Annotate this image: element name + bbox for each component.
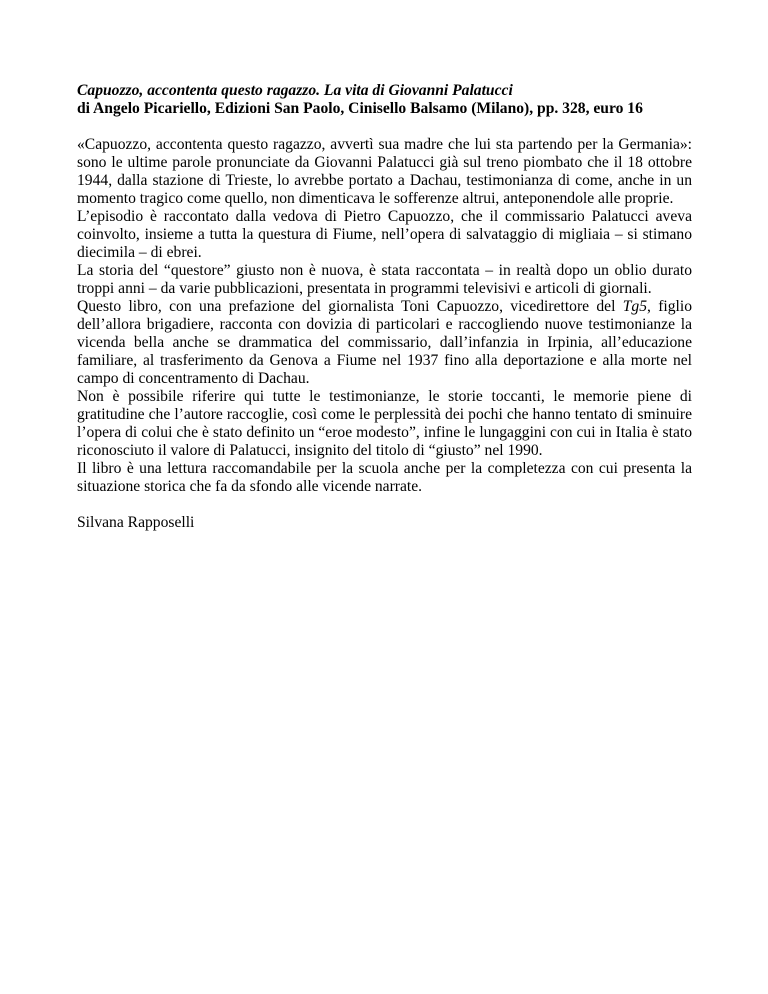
paragraph-6: Il libro è una lettura raccomandabile per la scuola anche per la completezza con cui presenta la situazione storica che fa da sfondo alle vicende narrate. xyxy=(77,460,692,495)
paragraph-3: La storia del “questore” giusto non è nuova, è stata raccontata – in realtà dopo un oblio durato troppi anni – da varie pubblicazioni, presentata in programmi televisivi e articoli di giornali. xyxy=(77,262,692,297)
book-details: di Angelo Picariello, Edizioni San Paolo, Cinisello Balsamo (Milano), pp. 328, euro 16 xyxy=(77,100,643,117)
paragraph-4 xyxy=(77,298,692,388)
author-signature: Silvana Rapposelli xyxy=(77,514,195,531)
paragraph-4-before: Questo libro, con una prefazione del giornalista Toni Capuozzo, vicedirettore del xyxy=(77,298,623,315)
paragraph-2: L’episodio è raccontato dalla vedova di Pietro Capuozzo, che il commissario Palatucci aveva coinvolto, insieme a tutta la questura di Fiume, nell’opera di salvataggio di migliaia – si stimano diecimila – di ebrei. xyxy=(77,208,692,261)
review-body xyxy=(77,136,692,496)
paragraph-1: «Capuozzo, accontenta questo ragazzo, avvertì sua madre che lui sta partendo per la Germania»: sono le ultime parole pronunciate da Giovanni Palatucci già sul treno piombato che il 18 ottobre 1944, dalla stazione di Trieste, lo avrebbe portato a Dachau, testimonianza di come, anche in un momento tragico come quello, non dimenticava le sofferenze altrui, anteponendole alle proprie. xyxy=(77,136,692,207)
document-page xyxy=(77,82,692,548)
book-title: Capuozzo, accontenta questo ragazzo. La vita di Giovanni Palatucci xyxy=(77,82,513,99)
paragraph-4-after: , figlio dell’allora brigadiere, racconta con dovizia di particolari e raccogliendo nuove testimonianze la vicenda bella anche se drammatica del commissario, dall’infanzia in Irpinia, all’educazione familiare, al trasferimento da Genova a Fiume nel 1937 fino alla deportazione e alla morte nel campo di concentramento di Dachau. xyxy=(77,298,693,387)
paragraph-5: Non è possibile riferire qui tutte le testimonianze, le storie toccanti, le memorie piene di gratitudine che l’autore raccoglie, così come le perplessità dei pochi che hanno tentato di sminuire l’opera di colui che è stato definito un “eroe modesto”, infine le lungaggini con cui in Italia è stato riconosciuto il valore di Palatucci, insignito del titolo di “giusto” nel 1990. xyxy=(77,388,692,459)
tg5-emphasis: Tg5 xyxy=(622,298,648,315)
